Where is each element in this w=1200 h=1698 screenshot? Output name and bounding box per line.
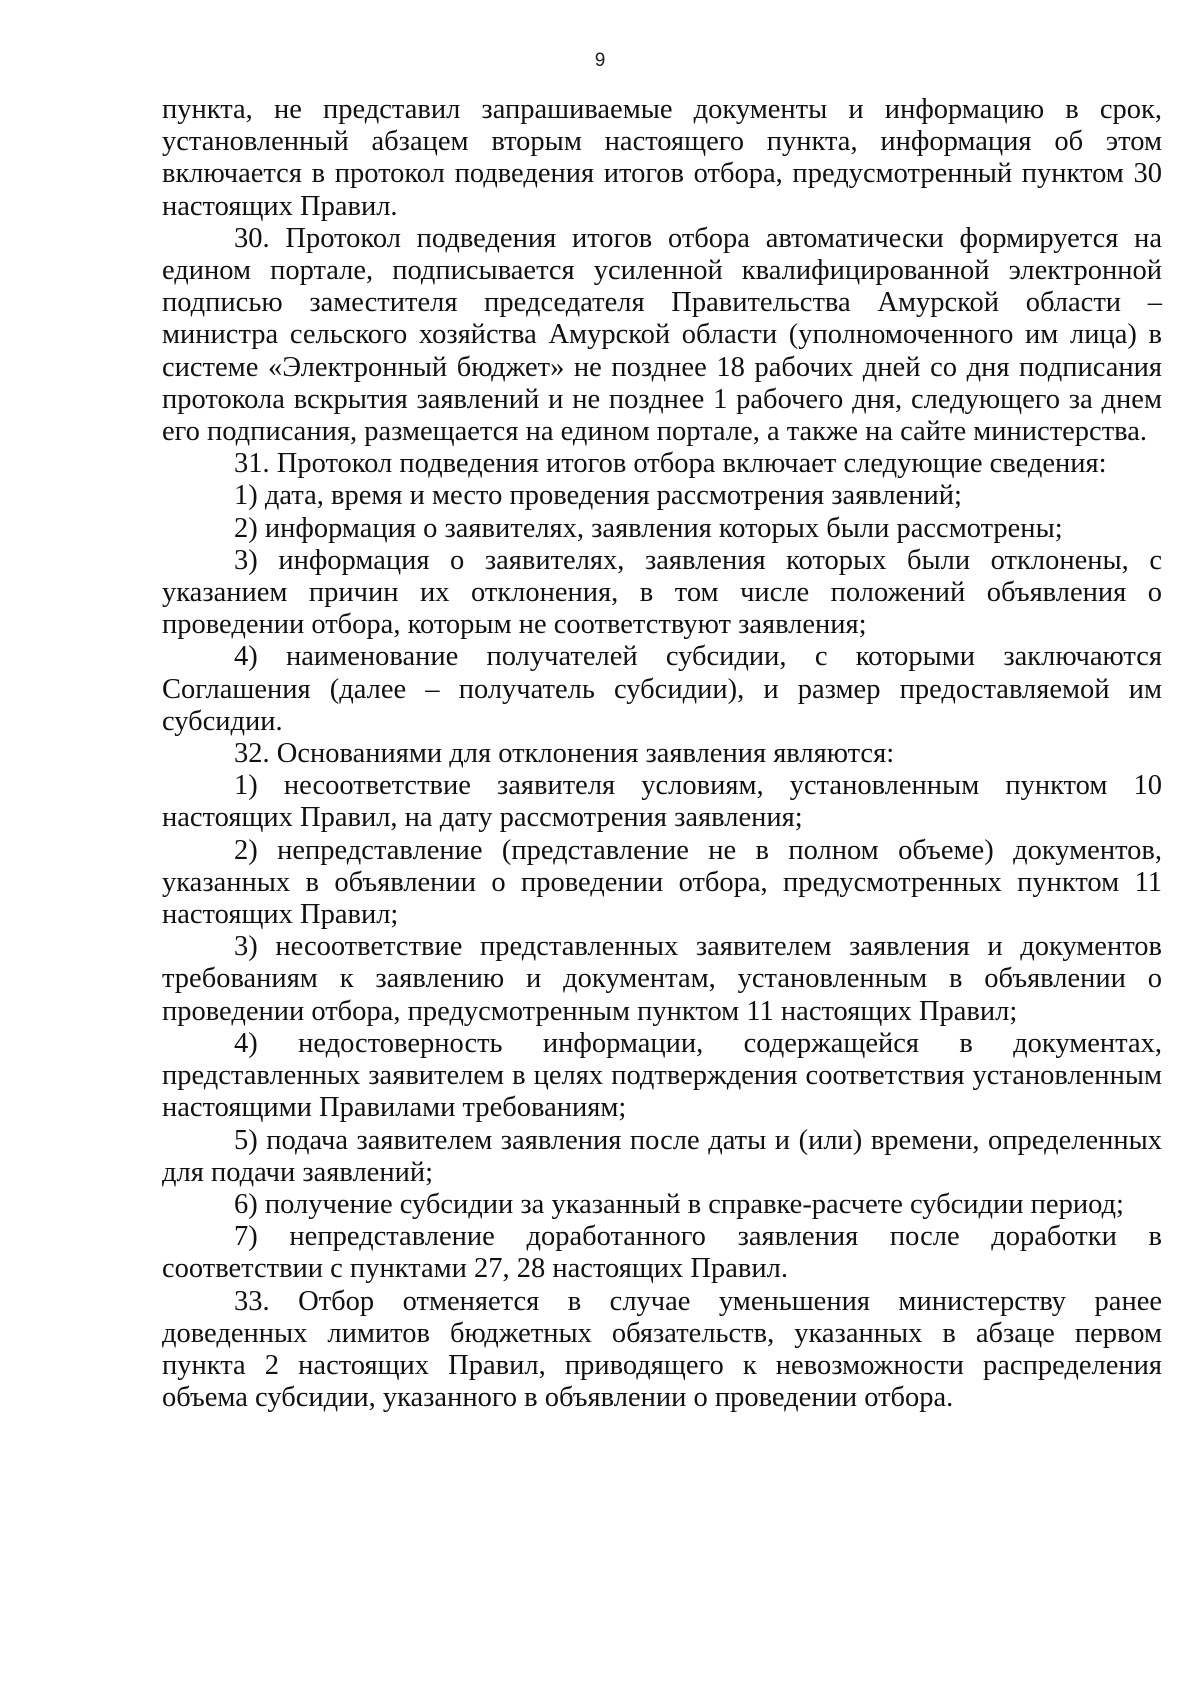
paragraph-32: 32. Основаниями для отклонения заявления являются:	[234, 738, 895, 770]
paragraph-31-item-4: 4) наименование получателей субсидии, с которыми заключаются Соглашения (далее – получатель субсидии), и размер предоставляемой им субсидии.	[162, 641, 1162, 737]
paragraph-continuation: пункта, не представил запрашиваемые документы и информацию в срок, установленный абзацем вторым настоящего пункта, информация об этом включается в протокол подведения итогов отбора, предусмотренный пунктом 30 настоящих Правил.	[162, 94, 1162, 222]
document-body	[162, 94, 1162, 1414]
paragraph-32-item-7: 7) непредставление доработанного заявления после доработки в соответствии с пунктами 27, 28 настоящих Правил.	[162, 1221, 1162, 1285]
page-number: 9	[594, 50, 606, 71]
paragraph-31-item-3: 3) информация о заявителях, заявления которых были отклонены, с указанием причин их отклонения, в том числе положений объявления о проведении отбора, которым не соответствуют заявления;	[162, 544, 1162, 641]
paragraph-31-item-2: 2) информация о заявителях, заявления которых были рассмотрены;	[234, 512, 1063, 544]
paragraph-30: 30. Протокол подведения итогов отбора автоматически формируется на едином портале, подписывается усиленной квалифицированной электронной подписью заместителя председателя Правительства Амурской области – министра сельского хозяйства Амурской области (уполномоченного им лица) в системе «Электронный бюджет» не позднее 18 рабочих дней со дня подписания протокола вскрытия заявлений и не позднее 1 рабочего дня, следующего за днем его подписания, размещается на едином портале, а также на сайте министерства.	[162, 222, 1162, 448]
paragraph-32-item-4: 4) недостоверность информации, содержащейся в документах, представленных заявителем в целях подтверждения соответствия установленным настоящими Правилами требованиям;	[162, 1027, 1162, 1124]
paragraph-32-item-2: 2) непредставление (представление не в полном объеме) документов, указанных в объявлении о проведении отбора, предусмотренных пунктом 11 настоящих Правил;	[162, 834, 1162, 931]
paragraph-33: 33. Отбор отменяется в случае уменьшения министерству ранее доведенных лимитов бюджетных обязательств, указанных в абзаце первом пункта 2 настоящих Правил, приводящего к невозможности распределения объема субсидии, указанного в объявлении о проведении отбора.	[162, 1285, 1162, 1414]
paragraph-32-item-5: 5) подача заявителем заявления после даты и (или) времени, определенных для подачи заявлений;	[162, 1124, 1162, 1188]
paragraph-32-item-1: 1) несоответствие заявителя условиям, установленным пунктом 10 настоящих Правил, на дату рассмотрения заявления;	[162, 770, 1162, 834]
paragraph-31-item-1: 1) дата, время и место проведения рассмотрения заявлений;	[234, 480, 962, 512]
paragraph-32-item-6: 6) получение субсидии за указанный в справке-расчете субсидии период;	[234, 1188, 1124, 1220]
paragraph-31: 31. Протокол подведения итогов отбора включает следующие сведения:	[234, 448, 1107, 480]
paragraph-32-item-3: 3) несоответствие представленных заявителем заявления и документов требованиям к заявлению и документам, установленным в объявлении о проведении отбора, предусмотренным пунктом 11 настоящих Правил;	[162, 931, 1162, 1027]
